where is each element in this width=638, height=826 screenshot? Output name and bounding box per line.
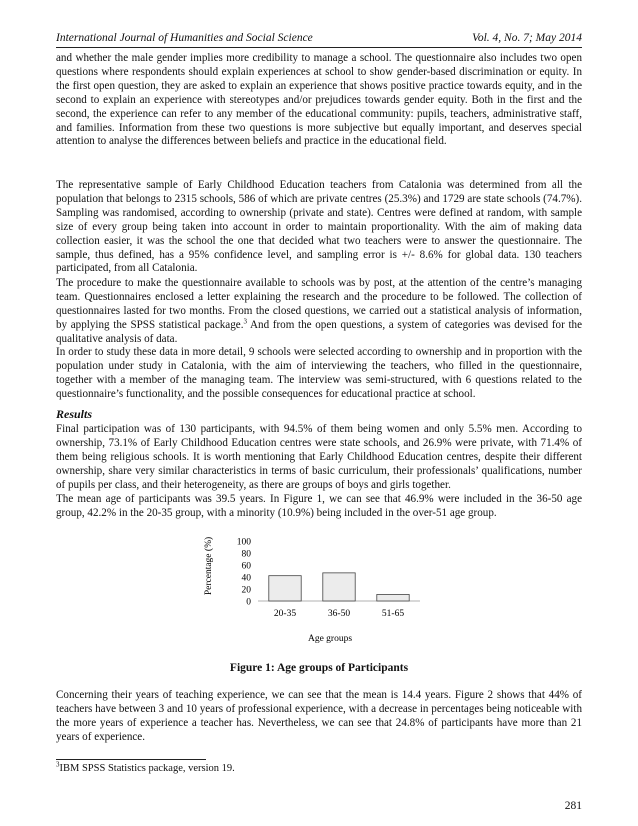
paragraph-experience: Concerning their years of teaching experience, we can see that the mean is 14.4 years. Figure 2 shows that 44% of teachers have between 3 and 10 years of professional experience, with a decrease in percentages being noticeable with the more years of experience a teacher has. Nevertheless, we can see that 24.8% of participants have more than 21 years of experience.	[56, 689, 582, 743]
issue-info: Vol. 4, No. 7; May 2014	[472, 32, 582, 44]
paragraph-mean-age: The mean age of participants was 39.5 years. In Figure 1, we can see that 46.9% were included in the 36-50 age group, 42.2% in the 20-35 group, with a minority (10.9%) being included in the over-51 age group.	[56, 493, 582, 519]
procedure-text-a: The procedure to make the questionnaire available to schools was by post, at the attention of the centre’s managing team. Questionnaires enclosed a letter explaining the research and the procedure to be followed. The collection of questionnaires lasted for two months. From the closed questions, we carried out a statistical analysis of information, by applying the SPSS statistical package.	[56, 277, 582, 331]
x-tick-label: 51-65	[381, 609, 405, 619]
y-tick-label: 60	[241, 561, 251, 572]
y-axis-label: Percentage (%)	[204, 536, 214, 596]
bar-36-50	[323, 573, 355, 601]
bars	[269, 573, 409, 601]
y-axis-ticks	[237, 538, 252, 608]
paragraph-interviews: In order to study these data in more detail, 9 schools were selected according to ownership and in proportion with the population under study in Catalonia, with the aim of interviewing the teachers, who filled in the questionnaire, together with a member of the managing team. The interview was semi-structured, with 6 questions related to the questionnaire’s functionality, and the possible consequences for educational practice at school.	[56, 346, 582, 400]
footnote-marker: 3	[243, 317, 247, 326]
y-tick-label: 20	[241, 585, 251, 596]
footnote-text: IBM SPSS Statistics package, version 19.	[59, 763, 235, 774]
paragraph-procedure	[56, 277, 582, 347]
running-header	[56, 32, 582, 44]
y-tick-label: 0	[246, 597, 251, 608]
x-axis-label: Age groups	[307, 634, 353, 644]
journal-title: International Journal of Humanities and Social Science	[56, 32, 313, 44]
x-tick-label: 20-35	[273, 609, 297, 619]
figure-caption: Figure 1: Age groups of Participants	[229, 662, 409, 674]
y-tick-label: 100	[236, 537, 251, 548]
age-groups-bar-chart	[195, 530, 435, 650]
paragraph-sample: The representative sample of Early Childhood Education teachers from Catalonia was determined from all the population that belongs to 2315 schools, 586 of which are private centres (25.3%) and 1729 are state schools (74.7%). Sampling was randomised, according to ownership (private and state). Centres were defined at random, with sample size of every group being taken into account in order to maintain proportionality. With the aim of making data collection easier, it was the school the one that decided what two teachers were to answer the questionnaire. The sample, thus defined, has a 95% confidence level, and sampling error is +/- 8.6% for global data. 130 teachers participated, from all Catalonia.	[56, 179, 582, 275]
section-heading-results: Results	[56, 407, 93, 421]
paragraph-participation: Final participation was of 130 participants, with 94.5% of them being women and only 5.5% men. According to ownership, 73.1% of Early Childhood Education centres were state schools, and 26.9% were private, with 71.4% of them being religious schools. It is worth mentioning that Early Childhood Education centres, despite their different ownership, share very similar characteristics in terms of basic curriculum, their professionals’ qualifications, number of pupils per class, and their heterogeneity, as there are groups of boys and girls together.	[56, 423, 582, 491]
bar-51-65	[377, 594, 409, 601]
y-tick-label: 80	[241, 549, 251, 560]
page-number: 281	[564, 800, 582, 812]
x-axis-ticks	[274, 609, 404, 619]
bar-20-35	[269, 576, 301, 601]
paragraph-questionnaire: and whether the male gender implies more credibility to manage a school. The questionnaire also includes two open questions where respondents should explain experiences at school to show gender-based discrimination or equity. In the first open question, they are asked to explain an experience that shows positive practice towards equity, and in the second to explain an experience with stereotypes and/or prejudices towards gender equity. Both in the first and the second, the experience can refer to any member of the educational community: pupils, teachers, administrative staff, and families. Information from these two questions is more subjective but equally important, and deserves special attention to analyse the differences between beliefs and practice in the educational field.	[56, 52, 582, 148]
x-tick-label: 36-50	[327, 609, 351, 619]
footnote	[56, 760, 235, 774]
footnote-rule	[56, 759, 206, 760]
y-tick-label: 40	[241, 573, 251, 584]
header-rule	[56, 47, 582, 48]
procedure-text-b: And from the open questions, a system of categories was devised for the qualitative analysis of data.	[56, 318, 582, 345]
footnote-number: 3	[56, 760, 60, 769]
